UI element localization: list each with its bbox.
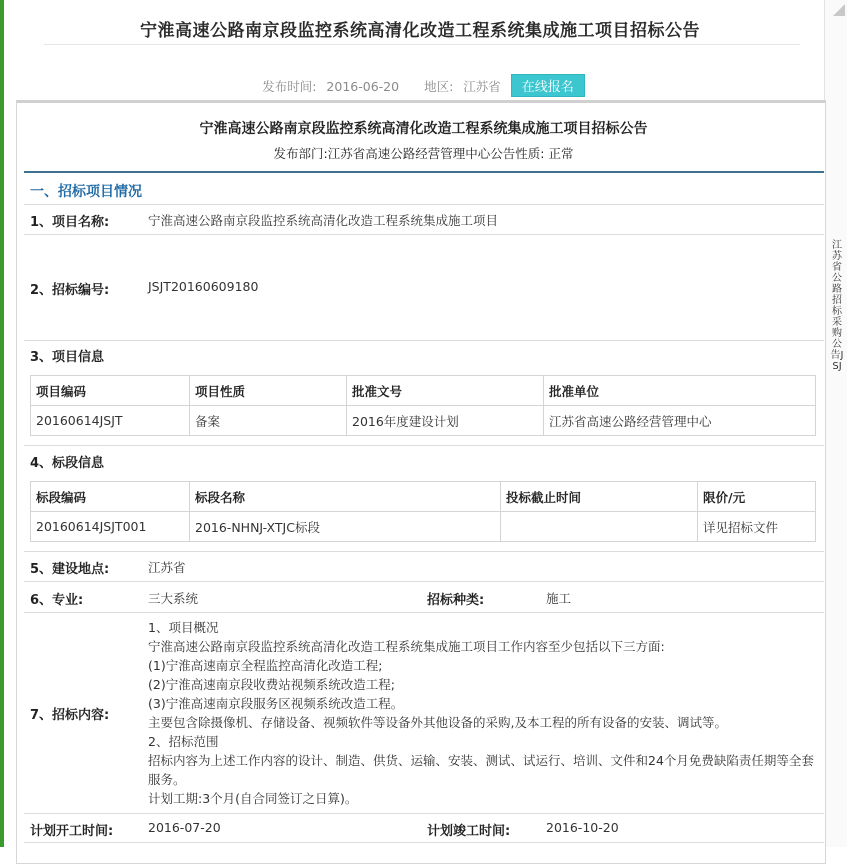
project-info-table xyxy=(30,375,816,436)
section-info-table xyxy=(30,481,816,542)
table-row xyxy=(31,406,816,436)
row-divider xyxy=(24,551,824,552)
major-label: 6、专业: xyxy=(30,593,84,608)
bid-number-value: JSJT20160609180 xyxy=(148,279,259,294)
online-signup-button[interactable]: 在线报名 xyxy=(511,74,585,97)
title-divider xyxy=(44,44,800,45)
table-header-cell: 项目编码 xyxy=(31,376,190,406)
table-header-cell: 标段名称 xyxy=(190,482,501,512)
location-label: 5、建设地点: xyxy=(30,562,110,577)
table-cell: 详见招标文件 xyxy=(698,512,816,542)
row-divider xyxy=(24,340,824,341)
content-line: 计划工期:3个月(自合同签订之日算)。 xyxy=(148,791,358,806)
project-name-label: 1、项目名称: xyxy=(30,215,110,230)
table-row xyxy=(31,512,816,542)
table-cell: 备案 xyxy=(190,406,347,436)
table-header-cell: 项目性质 xyxy=(190,376,347,406)
table-cell: 20160614JSJT001 xyxy=(31,512,190,542)
project-name-value: 宁淮高速公路南京段监控系统高清化改造工程系统集成施工项目 xyxy=(148,213,499,228)
row-divider xyxy=(24,813,824,814)
table-header-cell: 限价/元 xyxy=(698,482,816,512)
meta-bar xyxy=(0,74,847,97)
content-line: 2、招标范围 xyxy=(148,734,219,749)
table-cell xyxy=(501,512,698,542)
row-divider xyxy=(24,842,824,843)
table-header-row xyxy=(31,482,816,512)
table-cell: 2016-NHNJ-XTJC标段 xyxy=(190,512,501,542)
end-time-value: 2016-10-20 xyxy=(546,820,619,835)
row-divider xyxy=(24,234,824,235)
project-info-label: 3、项目信息 xyxy=(30,350,105,365)
table-header-cell: 批准文号 xyxy=(347,376,544,406)
content-line: (3)宁淮高速南京段服务区视频系统改造工程。 xyxy=(148,696,404,711)
publish-date: 2016-06-20 xyxy=(326,79,400,94)
region-label: 地区: xyxy=(424,79,454,94)
document-subtitle: 发布部门:江苏省高速公路经营管理中心公告性质: 正常 xyxy=(273,146,574,161)
end-time-label: 计划竣工时间: xyxy=(427,824,511,839)
document-title: 宁淮高速公路南京段监控系统高清化改造工程系统集成施工项目招标公告 xyxy=(199,121,648,137)
table-cell: 2016年度建设计划 xyxy=(347,406,544,436)
table-header-cell: 标段编码 xyxy=(31,482,190,512)
publish-label: 发布时间: xyxy=(262,79,317,94)
content-label: 7、招标内容: xyxy=(30,708,110,723)
bid-type-value: 施工 xyxy=(546,591,572,606)
table-header-row xyxy=(31,376,816,406)
content-line: (2)宁淮高速南京段收费站视频系统改造工程; xyxy=(148,677,395,692)
row-divider xyxy=(24,581,824,582)
bid-type-label: 招标种类: xyxy=(427,593,485,608)
page-title: 宁淮高速公路南京段监控系统高清化改造工程系统集成施工项目招标公告 xyxy=(140,21,700,41)
table-header-cell: 批准单位 xyxy=(544,376,816,406)
content-line: 1、项目概况 xyxy=(148,620,219,635)
content-line: (1)宁淮高速南京全程监控高清化改造工程; xyxy=(148,658,383,673)
content-block xyxy=(148,618,816,808)
section-divider xyxy=(24,171,824,173)
table-cell: 20160614JSJT xyxy=(31,406,190,436)
region-value: 江苏省 xyxy=(463,79,501,94)
corner-fold-icon[interactable] xyxy=(833,4,845,16)
section-heading: 一、招标项目情况 xyxy=(30,184,142,200)
content-line: 招标内容为上述工作内容的设计、制造、供货、运输、安装、测试、试运行、培训、文件和24个月免费缺陷责任期等全套服务。 xyxy=(148,753,814,787)
row-divider xyxy=(24,204,824,205)
bid-number-label: 2、招标编号: xyxy=(30,283,110,298)
content-line: 宁淮高速公路南京段监控系统高清化改造工程系统集成施工项目工作内容至少包括以下三方面: xyxy=(148,639,665,654)
major-value: 三大系统 xyxy=(148,591,199,606)
side-vertical-text: 江苏省公路招标采购公告JSJ xyxy=(830,240,844,372)
location-value: 江苏省 xyxy=(148,560,186,575)
start-time-value: 2016-07-20 xyxy=(148,820,221,835)
table-cell: 江苏省高速公路经营管理中心 xyxy=(544,406,816,436)
section-info-label: 4、标段信息 xyxy=(30,456,105,471)
content-line: 主要包含除摄像机、存储设备、视频软件等设备外其他设备的采购,及本工程的所有设备的安装、调试等。 xyxy=(148,715,727,730)
start-time-label: 计划开工时间: xyxy=(30,824,114,839)
row-divider xyxy=(24,445,824,446)
row-divider xyxy=(24,612,824,613)
table-header-cell: 投标截止时间 xyxy=(501,482,698,512)
